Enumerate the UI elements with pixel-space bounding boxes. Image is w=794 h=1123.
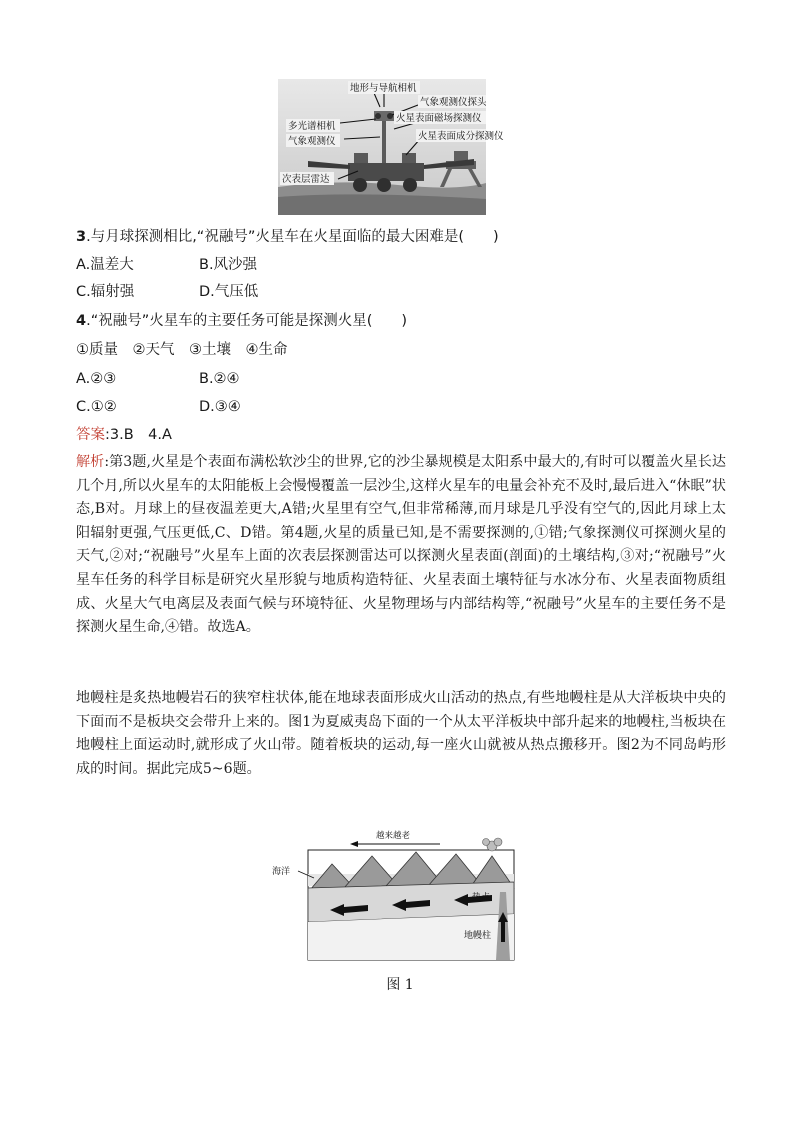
figure-1-caption: 图 1 <box>386 977 414 993</box>
q4-items: ①质量 ②天气 ③土壤 ④生命 <box>76 342 288 358</box>
q4-option-d: D.③④ <box>199 399 241 415</box>
older-arrow <box>350 841 440 847</box>
label-magnetic-detector: 火星表面磁场探测仪 <box>396 113 482 124</box>
q3-option-a: A.温差大 <box>76 257 134 273</box>
q4-option-c: C.①② <box>76 399 117 415</box>
q3-option-d: D.气压低 <box>199 284 259 300</box>
q3-option-b: B.风沙强 <box>199 257 258 273</box>
intro-paragraph: 地幔柱是炙热地幔岩石的狭窄柱状体,能在地球表面形成火山活动的热点,有些地幔柱是从大洋板块中央的下面而不是板块交会带升上来的。图1为夏威夷岛下面的一个从太平洋板块中部升起来的地幔柱,当板块在地幔柱上面运动时,就形成了火山带。随着板块的运动,每一座火山就被从热点搬移开。图2为不同岛屿形成的时间。据此完成5~6题。 <box>76 690 726 777</box>
answer-label: 答案 <box>76 427 105 443</box>
label-weather-instrument: 气象观测仪 <box>288 136 336 147</box>
figure-1-mantle-plume <box>270 830 530 962</box>
q4-option-b: B.②④ <box>199 371 240 387</box>
label-weather-probe: 气象观测仪探头 <box>420 97 487 108</box>
q3-option-c: C.辐射强 <box>76 284 135 300</box>
label-subsurface-radar: 次表层雷达 <box>282 174 330 185</box>
answer-line <box>76 425 172 445</box>
question-3 <box>76 227 499 247</box>
question-3-number: 3 <box>76 229 87 245</box>
explanation-paragraph <box>76 451 726 640</box>
label-terrain-camera: 地形与导航相机 <box>350 83 417 94</box>
question-4-text: .“祝融号”火星车的主要任务可能是探测火星( ) <box>86 313 408 329</box>
q4-option-a: A.②③ <box>76 371 117 387</box>
question-3-text: .与月球探测相比,“祝融号”火星车在火星面临的最大困难是( ) <box>86 229 499 245</box>
answer-value: :3.B 4.A <box>105 427 172 443</box>
label-composition-detector: 火星表面成分探测仪 <box>418 131 504 142</box>
question-4 <box>76 311 407 331</box>
label-multispectral-camera: 多光谱相机 <box>288 121 336 132</box>
older-label: 越来越老 <box>376 831 411 841</box>
rover-figure <box>278 79 504 215</box>
explanation-text: :第3题,火星是个表面布满松软沙尘的世界,它的沙尘暴规模是太阳系中最大的,有时可以覆盖火星长达几个月,所以火星车的太阳能板上会慢慢覆盖一层沙尘,这样火星车的电量会补充不及时,最后进入“休眠”状态,B对。月球上的昼夜温差更大,A错;火星里有空气,但非常稀薄,而月球是几乎没有空气的,因此月球上太阳辐射更强,气压更低,C、D错。第4题,火星的质量已知,是不需要探测的,①错;气象探测仪可探测火星的天气,②对;“祝融号”火星车上面的次表层探测雷达可以探测火星表面(剖面)的土壤结构,③对;“祝融号”火星车任务的科学目标是研究火星形貌与地质构造特征、火星表面土壤特征与水冰分布、火星表面物质组成、火星大气电离层及表面气候与环境特征、火星物理场与内部结构等,“祝融号”火星车的主要任务不是探测火星生命,④错。故选A。 <box>76 454 727 636</box>
ocean-label: 海洋 <box>272 867 291 877</box>
hotspot-label: 热点 <box>472 893 491 903</box>
explanation-label: 解析 <box>76 454 105 470</box>
question-4-number: 4 <box>76 313 87 329</box>
plume-label: 地幔柱 <box>464 931 492 941</box>
